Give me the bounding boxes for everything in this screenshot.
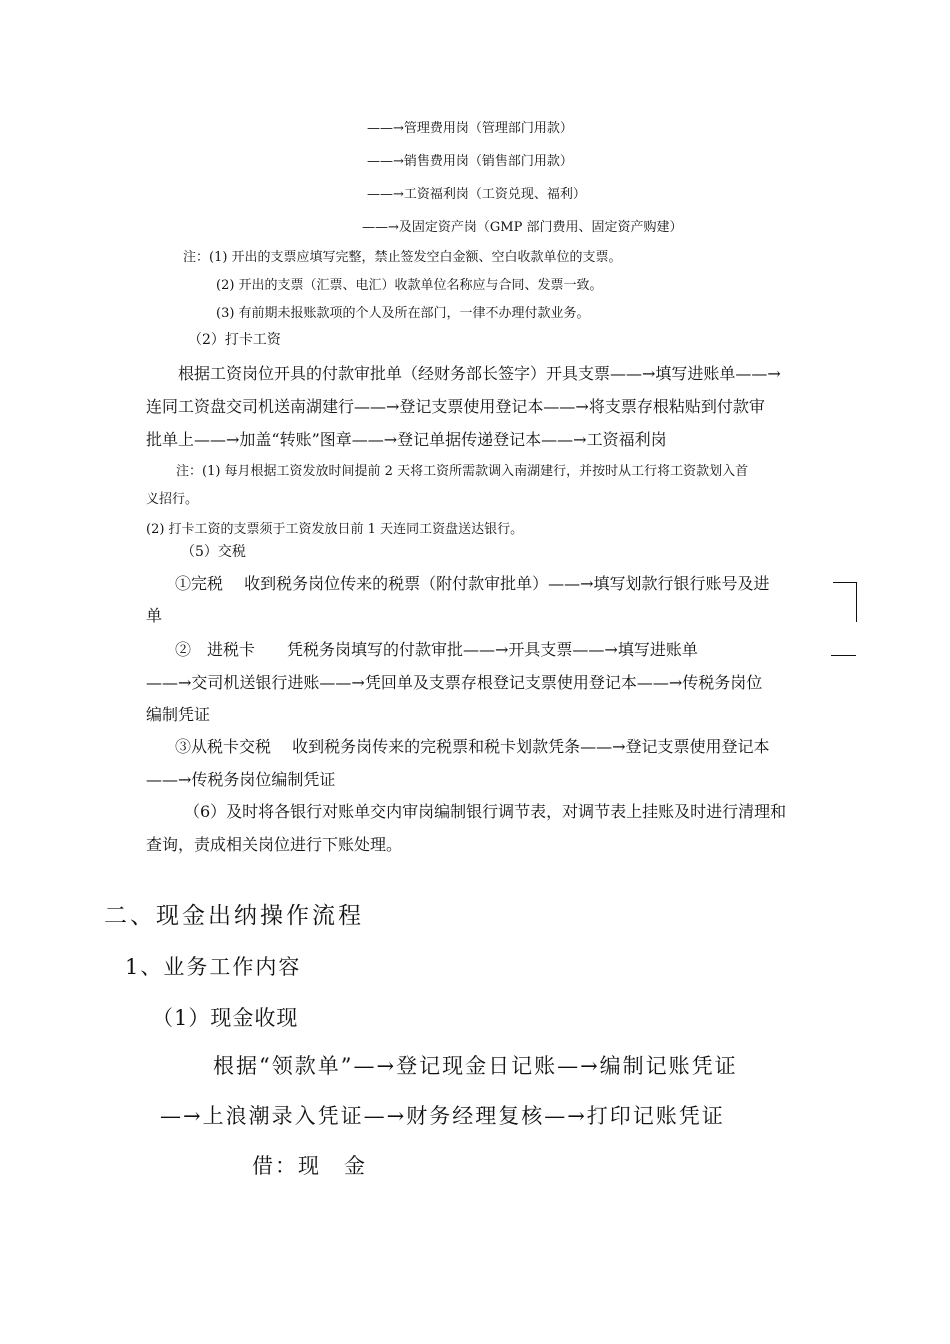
subsubsection-title: （1）现金收现 bbox=[152, 1006, 299, 1030]
flow-line-1: ——→管理费用岗（管理部门用款） bbox=[367, 121, 573, 136]
cash-flow-line-3: 借：现 金 bbox=[252, 1154, 367, 1178]
tax-line-5: 编制凭证 bbox=[146, 705, 211, 724]
tax-line-2: 单 bbox=[146, 606, 163, 625]
margin-mark-vertical bbox=[856, 582, 857, 622]
tax-line-8: （6）及时将各银行对账单交内审岗编制银行调节表，对调节表上挂账及时进行清理和 bbox=[184, 802, 787, 821]
tax-line-4: ——→交司机送银行进账——→凭回单及支票存根登记支票使用登记本——→传税务岗位 bbox=[146, 673, 763, 692]
margin-mark-top bbox=[833, 582, 856, 583]
tax-line-7: ——→传税务岗位编制凭证 bbox=[146, 770, 336, 789]
payroll-note-2: (2) 打卡工资的支票须于工资发放日前 1 天连同工资盘送达银行。 bbox=[146, 522, 524, 537]
payroll-note-1: 注：(1) 每月根据工资发放时间提前 2 天将工资所需款调入南湖建行，并按时从工行将工资款划入首 bbox=[176, 464, 749, 479]
tax-line-1: ①完税 收到税务岗位传来的税票（附付款审批单）——→填写划款行银行账号及进 bbox=[175, 574, 770, 593]
cash-flow-line-2: —→上浪潮录入凭证—→财务经理复核—→打印记账凭证 bbox=[160, 1104, 725, 1128]
cash-flow-line-1: 根据“领款单”—→登记现金日记账—→编制记账凭证 bbox=[213, 1054, 738, 1078]
note-2: (2) 开出的支票（汇票、电汇）收款单位名称应与合同、发票一致。 bbox=[216, 278, 603, 293]
note-1: 注：(1) 开出的支票应填写完整，禁止签发空白金额、空白收款单位的支票。 bbox=[183, 250, 622, 265]
tax-heading: （5）交税 bbox=[181, 544, 246, 560]
flow-line-2: ——→销售费用岗（销售部门用款） bbox=[367, 154, 573, 169]
margin-mark-bottom bbox=[831, 655, 856, 656]
payroll-line-1: 根据工资岗位开具的付款审批单（经财务部长签字）开具支票——→填写进账单——→ bbox=[178, 364, 781, 383]
note-3: (3) 有前期未报账款项的个人及所在部门，一律不办理付款业务。 bbox=[216, 306, 590, 321]
payroll-line-2: 连同工资盘交司机送南湖建行——→登记支票使用登记本——→将支票存根粘贴到付款审 bbox=[146, 397, 765, 416]
tax-line-6: ③从税卡交税 收到税务岗传来的完税票和税卡划款凭条——→登记支票使用登记本 bbox=[175, 737, 770, 756]
section-title: 二、现金出纳操作流程 bbox=[104, 903, 364, 929]
payroll-note-1-cont: 义招行。 bbox=[146, 492, 199, 507]
payroll-line-3: 批单上——→加盖“转账”图章——→登记单据传递登记本——→工资福利岗 bbox=[146, 430, 667, 449]
payroll-heading: （2）打卡工资 bbox=[188, 332, 281, 348]
subsection-title: 1、业务工作内容 bbox=[125, 955, 302, 979]
tax-line-9: 查询，责成相关岗位进行下账处理。 bbox=[146, 835, 403, 854]
tax-line-3: ② 进税卡 凭税务岗填写的付款审批——→开具支票——→填写进账单 bbox=[175, 640, 698, 659]
flow-line-3: ——→工资福利岗（工资兑现、福利） bbox=[367, 187, 586, 202]
flow-line-4: ——→及固定资产岗（GMP 部门费用、固定资产购建） bbox=[362, 220, 683, 235]
